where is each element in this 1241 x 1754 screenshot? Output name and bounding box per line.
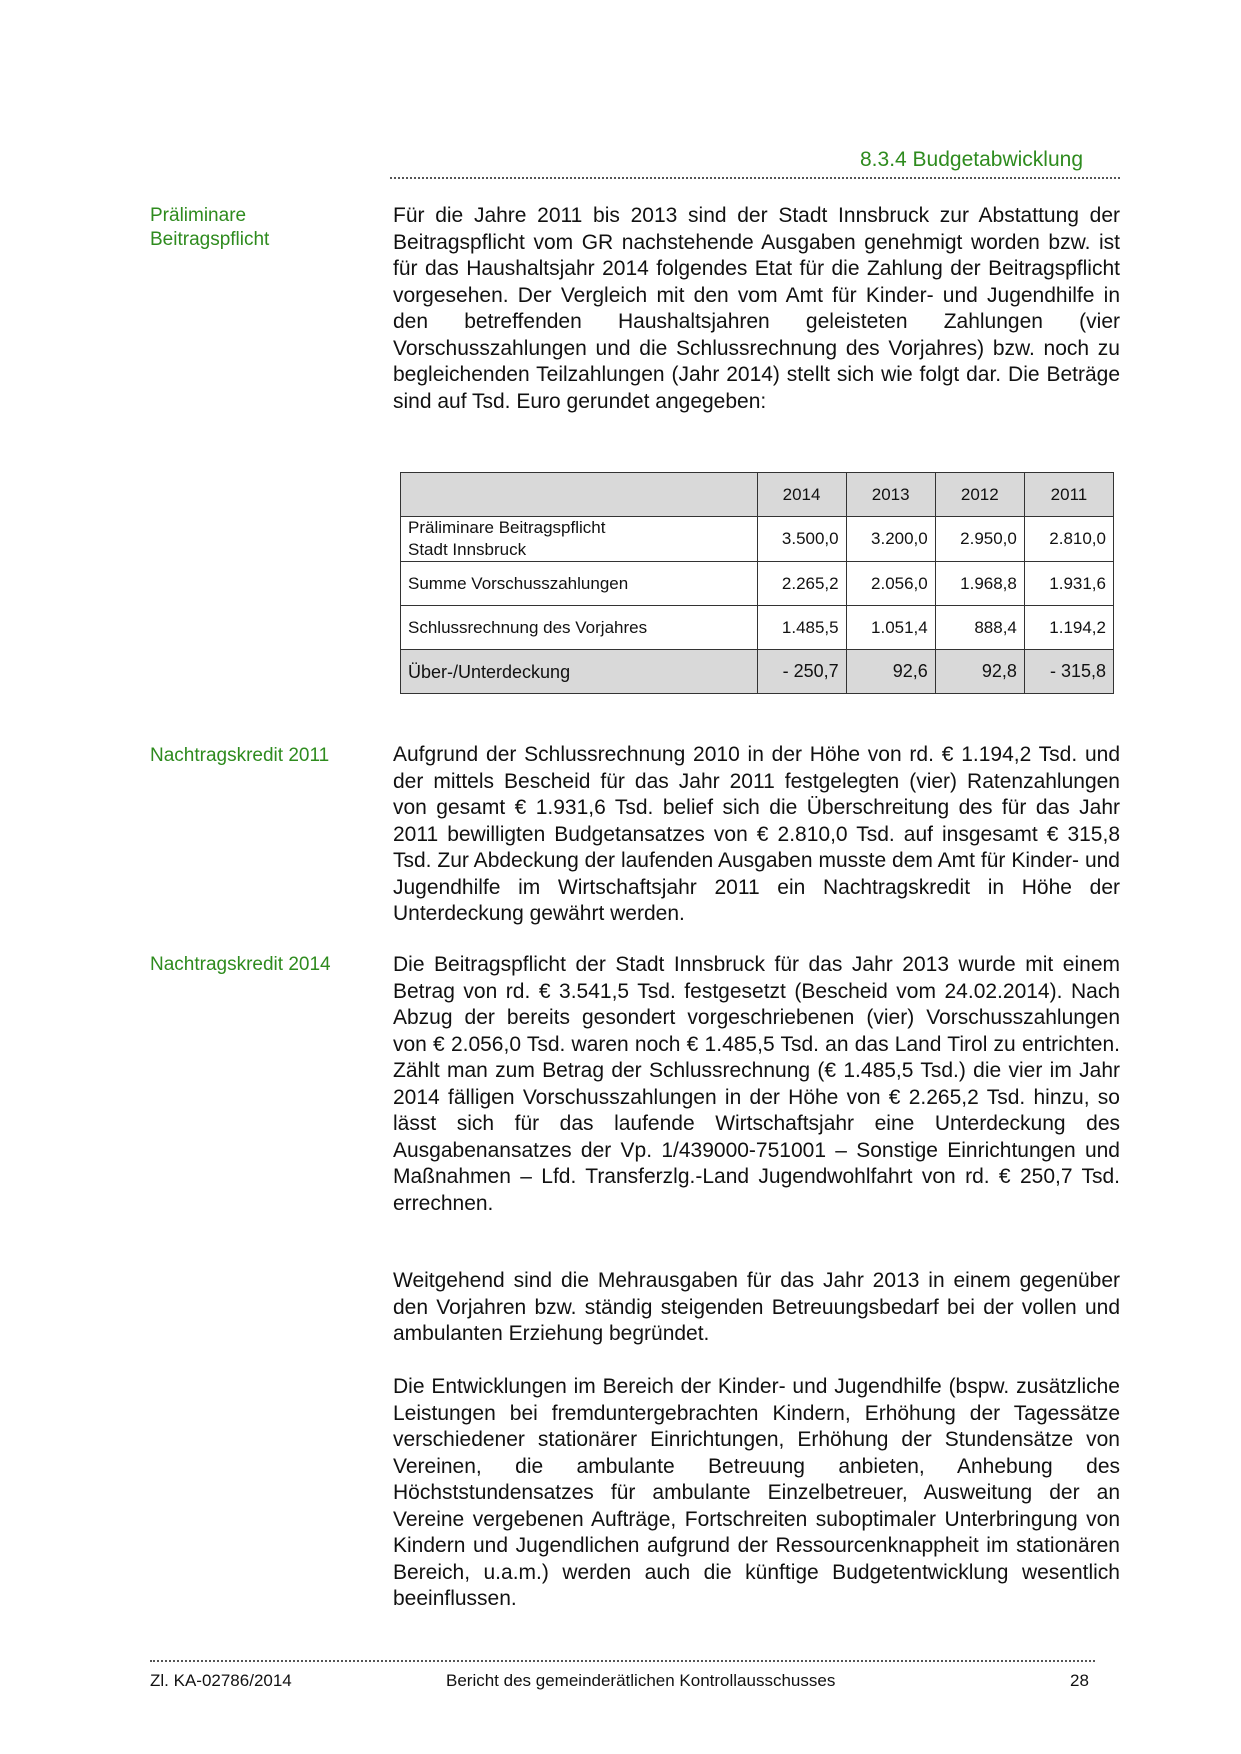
paragraph-intro: Für die Jahre 2011 bis 2013 sind der Stadt Innsbruck zur Abstattung der Beitragspflicht vom GR nachstehende Ausgaben genehmigt worden bzw. ist für das Haushaltsjahr 2014 folgendes Etat für die Zahlung der Beitragspflicht vorgesehen. Der Vergleich mit den vom Amt für Kinder- und Jugendhilfe in den betreffenden Haushaltsjahren geleisteten Zahlungen (vier Vorschusszahlungen und die Schlussrechnung des Vorjahres) bzw. noch zu begleichenden Teilzahlungen (Jahr 2014) stellt sich wie folgt dar. Die Beträge sind auf Tsd. Euro gerundet angegeben: bbox=[393, 204, 1120, 413]
table-cell: 2.810,0 bbox=[1024, 517, 1113, 562]
paragraph-nachtragskredit-2014: Die Beitragspflicht der Stadt Innsbruck für das Jahr 2013 wurde mit einem Betrag von rd. € 3.541,5 Tsd. festgesetzt (Bescheid vom 24.02.2014). Nach Abzug der bereits gesondert vorgeschriebenen (vier) Vorschusszahlungen von € 2.056,0 Tsd. waren noch € 1.485,5 Tsd. an das Land Tirol zu entrichten. Zählt man zum Betrag der Schlussrechnung (€ 1.485,5 Tsd.) die vier im Jahr 2014 fälligen Vorschusszahlungen in der Höhe von € 2.265,2 Tsd. hinzu, so lässt sich für das laufende Wirtschaftsjahr eine Unterdeckung des Ausgabenansatzes der Vp. 1/439000-751001 – Sonstige Einrichtungen und Maßnahmen – Lfd. Transferzlg.-Land Jugendwohlfahrt von rd. € 250,7 Tsd. errechnen. bbox=[393, 953, 1120, 1215]
table-row bbox=[401, 606, 1114, 650]
side-label-nachtragskredit-2011: Nachtragskredit 2011 bbox=[150, 745, 330, 766]
footer-divider bbox=[150, 1660, 1095, 1662]
table-cell: - 250,7 bbox=[757, 650, 846, 694]
table-cell: 2.950,0 bbox=[935, 517, 1024, 562]
table-cell: 3.500,0 bbox=[757, 517, 846, 562]
table-cell: 1.485,5 bbox=[757, 606, 846, 650]
table-cell: 1.968,8 bbox=[935, 562, 1024, 606]
table-header-year: 2011 bbox=[1024, 473, 1113, 517]
table-header-year: 2013 bbox=[846, 473, 935, 517]
paragraph-entwicklungen: Die Entwicklungen im Bereich der Kinder- und Jugendhilfe (bspw. zusätzliche Leistungen bei fremduntergebrachten Kindern, Erhöhung der Tagessätze verschiedener stationärer Einrichtungen, Erhöhung der Stundensätze von Vereinen, die ambulante Betreuung anbieten, Anhebung des Höchststundensatzes für ambulante Einzelbetreuer, Ausweitung der an Vereine vergebenen Aufträge, Fortschreiten suboptimaler Unterbringung von Kindern und Jugendlichen aufgrund der Ressourcenknappheit im stationären Bereich, u.a.m.) werden auch die künftige Budgetentwicklung wesentlich beeinflussen. bbox=[393, 1375, 1120, 1610]
table-row-total bbox=[401, 650, 1114, 694]
table-row bbox=[401, 562, 1114, 606]
table-row bbox=[401, 517, 1114, 562]
table-cell: 92,8 bbox=[935, 650, 1024, 694]
row-label-line: Stadt Innsbruck bbox=[408, 540, 527, 559]
table-header-year: 2012 bbox=[935, 473, 1024, 517]
table-cell: 3.200,0 bbox=[846, 517, 935, 562]
paragraph-nachtragskredit-2011: Aufgrund der Schlussrechnung 2010 in der Höhe von rd. € 1.194,2 Tsd. und der mittels Bescheid für das Jahr 2011 festgelegten (vier) Ratenzahlungen von gesamt € 1.931,6 Tsd. belief sich die Überschreitung des für das Jahr 2011 bewilligten Budgetansatzes von € 2.810,0 Tsd. auf insgesamt € 315,8 Tsd. Zur Abdeckung der laufenden Ausgaben musste dem Amt für Kinder- und Jugendhilfe im Wirtschaftsjahr 2011 ein Nachtragskredit in Höhe der Unterdeckung gewährt werden. bbox=[393, 743, 1120, 925]
row-label: Summe Vorschusszahlungen bbox=[401, 562, 758, 606]
table-cell: 888,4 bbox=[935, 606, 1024, 650]
table-cell: 1.931,6 bbox=[1024, 562, 1113, 606]
table-cell: 2.265,2 bbox=[757, 562, 846, 606]
row-label: Über-/Unterdeckung bbox=[401, 650, 758, 694]
paragraph-mehrausgaben: Weitgehend sind die Mehrausgaben für das Jahr 2013 in einem gegenüber den Vorjahren bzw. ständig steigenden Betreuungsbedarf bei der vollen und ambulanten Erziehung begründet. bbox=[393, 1269, 1120, 1345]
row-label bbox=[401, 517, 758, 562]
side-label-line: Präliminare bbox=[150, 205, 247, 226]
side-label-line: Beitragspflicht bbox=[150, 229, 270, 250]
table-cell: 1.051,4 bbox=[846, 606, 935, 650]
table-cell: 2.056,0 bbox=[846, 562, 935, 606]
side-label-praeliminare bbox=[150, 204, 390, 252]
table-header-year: 2014 bbox=[757, 473, 846, 517]
header-divider bbox=[390, 177, 1120, 179]
row-label-line: Präliminare Beitragspflicht bbox=[408, 518, 606, 537]
table-cell: 92,6 bbox=[846, 650, 935, 694]
budget-table bbox=[400, 472, 1114, 694]
footer-reference: Zl. KA-02786/2014 bbox=[150, 1671, 292, 1690]
table-header-row bbox=[401, 473, 1114, 517]
page-number: 28 bbox=[1070, 1671, 1089, 1690]
side-label-nachtragskredit-2014: Nachtragskredit 2014 bbox=[150, 954, 331, 975]
table-header-empty bbox=[401, 473, 758, 517]
table-cell: 1.194,2 bbox=[1024, 606, 1113, 650]
row-label: Schlussrechnung des Vorjahres bbox=[401, 606, 758, 650]
table-cell: - 315,8 bbox=[1024, 650, 1113, 694]
section-title: 8.3.4 Budgetabwicklung bbox=[860, 148, 1083, 171]
footer-report-title: Bericht des gemeinderätlichen Kontrollausschusses bbox=[446, 1671, 836, 1690]
